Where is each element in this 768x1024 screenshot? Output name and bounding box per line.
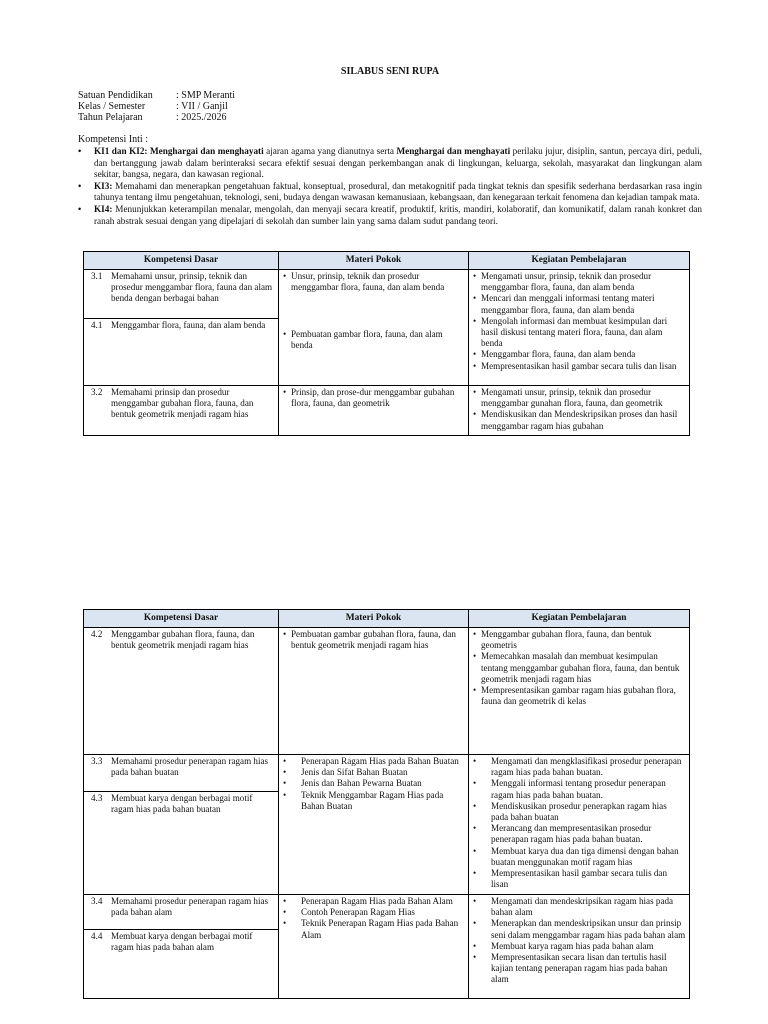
list-item: • Menerapkan dan mendeskripsikan unsur dan prinsip seni dalam menggambar ragam hias pada bahan alam bbox=[472, 918, 686, 940]
list-item: • Pembuatan gambar gubahan flora, fauna, dan bentuk geometrik menjadi ragam hias bbox=[282, 629, 465, 651]
table-row bbox=[84, 895, 690, 999]
list-item: • Unsur, prinsip, teknik dan prosedur menggambar flora, fauna, dan alam benda bbox=[282, 271, 465, 293]
ki-heading: Kompetensi Inti : bbox=[78, 134, 148, 145]
table-row bbox=[84, 270, 690, 386]
list-item: • Menggali informasi tentang prosedur penerapan ragam hias pada bahan buatan. bbox=[472, 778, 686, 800]
list-item: • Teknik Penerapan Ragam Hias pada Bahan Alam bbox=[282, 918, 465, 940]
list-item: • Mengamati dan mendeskripsikan ragam hias pada bahan alam bbox=[472, 896, 686, 918]
list-item: • Membuat karya ragam hias pada bahan alam bbox=[472, 941, 686, 952]
list-item: • Mengamati unsur, prinsip, teknik dan prosedur menggambar gunahan flora, fauna, dan geometrik bbox=[472, 387, 686, 409]
header-kompetensi-dasar: Kompetensi Dasar bbox=[84, 610, 279, 628]
kp-cell bbox=[469, 386, 690, 436]
list-item: • Mencari dan menggali informasi tentang materi menggambar flora, fauna, dan alam benda bbox=[472, 293, 686, 315]
header-kegiatan: Kegiatan Pembelajaran bbox=[469, 610, 690, 628]
list-item: • Mendiskusikan dan Mendeskripsikan proses dan hasil menggambar ragam hias gubahan bbox=[472, 409, 686, 431]
kp-cell bbox=[469, 270, 690, 386]
meta-tahun: Tahun Pelajaran : 2025./2026 bbox=[78, 112, 227, 123]
ki-item-1: • KI1 dan KI2: Menghargai dan menghayati ajaran agama yang dianutnya serta Menghargai dan menghayati perilaku jujur, disiplin, santun, percaya diri, peduli, dan bertanggung jawab dalam berinteraksi secara efektif sesuai dengan perkembangan anak di lingkungan, keluarga, sekolah, masyarakat dan lingkungan alam sekitar, bangsa, negara, dan kawasan regional. bbox=[78, 146, 702, 181]
list-item: • Mengamati dan mengklasifikasi prosedur penerapan ragam hias pada bahan buatan. bbox=[472, 756, 686, 778]
list-item: • Prinsip, dan prose-dur menggambar gubahan flora, fauna, dan geometrik bbox=[282, 387, 465, 409]
mp-cell bbox=[279, 895, 469, 999]
mp-cell bbox=[279, 386, 469, 436]
list-item: • Mempresentasikan gambar ragam hias gubahan flora, fauna dan geometrik di kelas bbox=[472, 685, 686, 707]
header-materi-pokok: Materi Pokok bbox=[279, 252, 469, 270]
list-item: • Contoh Penerapan Ragam Hias bbox=[282, 907, 465, 918]
kd-cell: 3.3 Memahami prosedur penerapan ragam hias pada bahan buatan 4.3 Membuat karya dengan berbagai motif ragam hias pada bahan buatan bbox=[84, 755, 279, 895]
list-item: • Menggambar flora, fauna, dan alam benda bbox=[472, 349, 686, 360]
meta-kelas: Kelas / Semester : VII / Ganjil bbox=[78, 101, 228, 112]
kd-cell: 3.1 Memahami unsur, prinsip, teknik dan prosedur menggambar flora, fauna dan alam benda dengan berbagai bahan 4.1 Menggambar flora, fauna, dan alam benda bbox=[84, 270, 279, 386]
mp-cell bbox=[279, 270, 469, 386]
syllabus-table-1 bbox=[83, 251, 690, 436]
list-item: • Penerapan Ragam Hias pada Bahan Buatan bbox=[282, 756, 465, 767]
table-row bbox=[84, 755, 690, 895]
kp-list bbox=[472, 271, 686, 372]
list-item: • Jenis dan Sifat Bahan Buatan bbox=[282, 767, 465, 778]
kp-cell bbox=[469, 628, 690, 755]
list-item: • Merancang dan mempresentasikan prosedur penerapan ragam hias pada bahan buatan. bbox=[472, 823, 686, 845]
table-row bbox=[84, 628, 690, 755]
list-item: • Mempresentasikan hasil gambar secara tulis dan lisan bbox=[472, 361, 686, 372]
document-title: SILABUS SENI RUPA bbox=[340, 66, 440, 77]
list-item: • Mempresentasikan secara lisan dan tertulis hasil kajian tentang penerapan ragam hias pada bahan alam bbox=[472, 952, 686, 986]
table-row bbox=[84, 386, 690, 436]
list-item: • Jenis dan Bahan Pewarna Buatan bbox=[282, 778, 465, 789]
ki-item-3: • KI3: Memahami dan menerapkan pengetahuan faktual, konseptual, prosedural, dan metakognitif pada tingkat teknis dan spesifik sederhana berdasarkan rasa ingin tahunya tentang ilmu pengetahuan, teknologi, seni, budaya dengan wawasan kemanusiaan, kebangsaan, dan kenegaraan terkait fenomena dan kejadian tampak mata. bbox=[78, 181, 702, 204]
kd-cell: 3.2 Memahami prinsip dan prosedur menggambar gubahan flora, fauna, dan bentuk geometrik menjadi ragam hias bbox=[84, 386, 279, 436]
list-item: • Mengolah informasi dan membuat kesimpulan dari hasil diskusi tentang materi flora, fauna, dan alam benda bbox=[472, 316, 686, 350]
list-item: • Mengamati unsur, prinsip, teknik dan prosedur menggambar flora, fauna, dan alam benda bbox=[472, 271, 686, 293]
kp-cell bbox=[469, 755, 690, 895]
meta-satuan: Satuan Pendidikan : SMP Meranti bbox=[78, 90, 236, 101]
list-item: • Menggambar gubahan flora, fauna, dan bentuk geometris bbox=[472, 629, 686, 651]
header-kompetensi-dasar: Kompetensi Dasar bbox=[84, 252, 279, 270]
header-kegiatan: Kegiatan Pembelajaran bbox=[469, 252, 690, 270]
mp-cell bbox=[279, 628, 469, 755]
list-item: • Mendiskusikan prosedur penerapkan ragam hias pada bahan buatan bbox=[472, 801, 686, 823]
list-item: • Memecahkan masalah dan membuat kesimpulan tentang menggambar gubahan flora, fauna, dan bentuk geometrik menjadi ragam hias bbox=[472, 651, 686, 685]
header-materi-pokok: Materi Pokok bbox=[279, 610, 469, 628]
ki-list bbox=[78, 146, 702, 227]
list-item: • Pembuatan gambar flora, fauna, dan alam benda bbox=[282, 329, 465, 351]
list-item: • Mempresentasikan hasil gambar secara tulis dan lisan bbox=[472, 868, 686, 890]
list-item: • Teknik Menggambar Ragam Hias pada Bahan Buatan bbox=[282, 790, 465, 812]
kd-cell: 3.4 Memahami prosedur penerapan ragam hias pada bahan alam 4.4 Membuat karya dengan berbagai motif ragam hias pada bahan alam bbox=[84, 895, 279, 999]
syllabus-table-2 bbox=[83, 609, 690, 999]
mp-cell bbox=[279, 755, 469, 895]
kp-cell bbox=[469, 895, 690, 999]
kd-cell: 4.2 Menggambar gubahan flora, fauna, dan bentuk geometrik menjadi ragam hias bbox=[84, 628, 279, 755]
list-item: • Penerapan Ragam Hias pada Bahan Alam bbox=[282, 896, 465, 907]
list-item: • Membuat karya dua dan tiga dimensi dengan bahan buatan menggunakan motif ragam hias bbox=[472, 846, 686, 868]
ki-item-4: • KI4: Menunjukkan keterampilan menalar, mengolah, dan menyaji secara kreatif, produktif, kritis, mandiri, kolaboratif, dan komunikatif, dalam ranah konkret dan ranah abstrak sesuai dengan yang dipelajari di sekolah dan sumber lain yang sama dalam sudut pandang teori. bbox=[78, 204, 702, 227]
